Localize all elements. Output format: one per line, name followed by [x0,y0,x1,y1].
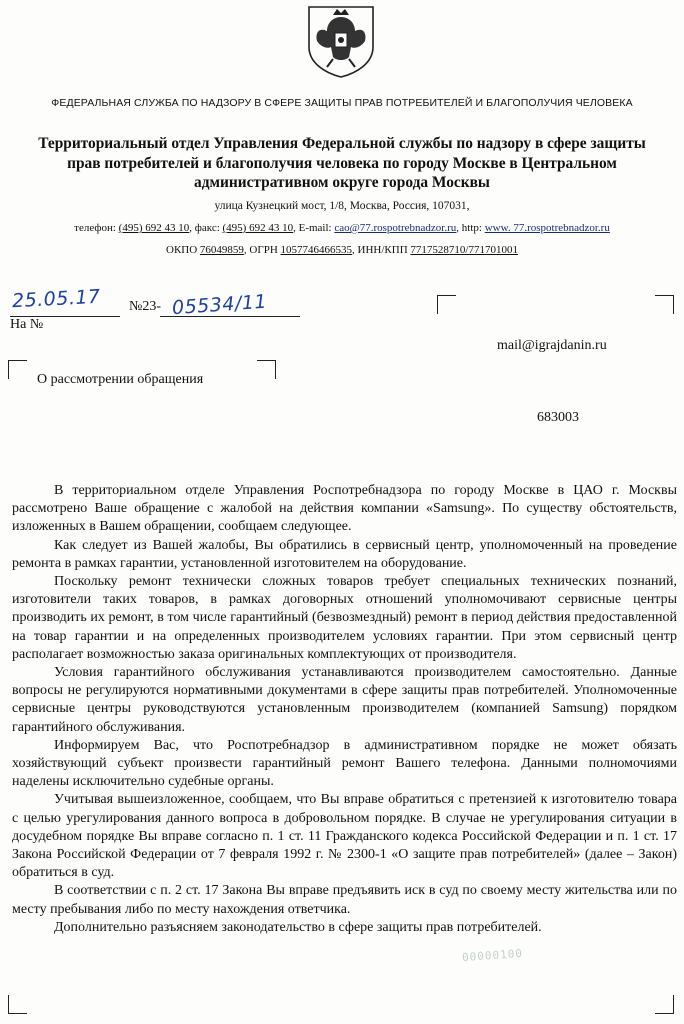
number-prefix: №23- [129,299,162,314]
address-block-corner-tr [655,295,674,314]
department-name: Территориальный отдел Управления Федеральной службы по надзору в сфере защиты прав потребителей и благополучия человека по городу Москве в Центральном административном округе города Москвы [38,135,646,191]
handwritten-date: 25.05.17 [11,285,102,313]
body-paragraph: В территориальном отделе Управления Роспотребнадзора по городу Москве в ЦАО г. Москвы рассмотрено Ваше обращение с жалобой на действия компании «Samsung». По существу обстоятельств, изложенных в Вашем обращении, сообщаем следующее. [12,483,677,535]
address-block-corner-tl [437,295,456,314]
handwritten-number: 05534/11 [171,290,268,320]
agency-name: ФЕДЕРАЛЬНАЯ СЛУЖБА ПО НАДЗОРУ В СФЕРЕ ЗАЩИТЫ ПРАВ ПОТРЕБИТЕЛЕЙ И БЛАГОПОЛУЧИЯ ЧЕЛОВЕКА [51,97,633,109]
agency-email-link[interactable]: cao@77.rospotrebnadzor.ru [334,222,457,234]
inn-value: 7717528710/771701001 [410,244,518,256]
coat-of-arms-icon [303,3,379,79]
fax-number: (495) 692 43 10 [222,222,294,234]
page-stamp: 00000100 [461,946,524,965]
website-link[interactable]: www. 77.rospotrebnadzor.ru [484,222,610,234]
letter-body [12,482,677,937]
fax-label: , факс: [189,222,220,234]
registration-codes [0,244,684,256]
email-label: , E-mail: [293,222,332,234]
body-paragraph: В соответствии с п. 2 ст. 17 Закона Вы вправе предъявить иск в суд по своему месту жительства или по месту пребывания либо по месту нахождения ответчика. [12,883,677,917]
ogrn-label: , ОГРН [243,244,278,256]
recipient-email: mail@igrajdanin.ru [497,338,607,353]
body-paragraph: Учитывая вышеизложенное, сообщаем, что Вы вправе обратиться с претензией к изготовителю товара с целью урегулирования данного вопроса в добровольном порядке. В случае не урегулирования ситуации в досудебном порядке Вы вправе согласно п. 1 ст. 11 Гражданского кодекса Российской Федерации и п. 1 ст. 17 Закона Российской Федерации от 7 февраля 1992 г. № 2300-1 «О защите прав потребителей» (далее – Закон) обратиться в суд. [12,792,677,881]
page-corner-bl [8,995,27,1014]
address: улица Кузнецкий мост, 1/8, Москва, Россия, 107031, [214,200,470,212]
ogrn-value: 1057746466535 [280,244,353,256]
page-corner-br [655,995,674,1014]
phone-label: телефон: [74,222,116,234]
subject-corner-right [257,360,276,379]
contacts-line [0,222,684,234]
okpo-label: ОКПО [166,244,198,256]
okpo-value: 76049859 [199,244,244,256]
body-paragraph: Условия гарантийного обслуживания устанавливаются производителем самостоятельно. Данные вопросы не регулируются нормативными документами в сфере защиты прав потребителей. Уполномоченные сервисные центры руководствуются установленным производителем (компанией Samsung) порядком гарантийного обслуживания. [12,665,677,735]
letter-subject: О рассмотрении обращения [37,372,204,387]
reply-to-label: На № [10,317,44,332]
phone-number: (495) 692 43 10 [118,222,190,234]
body-paragraph: Информируем Вас, что Роспотребнадзор в административном порядке не может обязать хозяйствующий субъект произвести гарантийный ремонт Вашего телефона. Данными полномочиями наделены исключительно судебные органы. [12,737,677,790]
body-paragraph: Поскольку ремонт технически сложных товаров требует специальных технических познаний, изготовители таких товаров, в рамках договорных отношений уполномочивают сервисные центры производить их ремонт, в том числе гарантийный (безвозмездный) ремонт в период действия предоставленной на товар гарантии и на определенных производителем условиях гарантии. При этом сервисный центр располагает возможностью заказа оригинальных комплектующих от производителя. [12,574,677,662]
reference-number: 683003 [537,410,579,425]
http-label: , http: [456,222,482,234]
body-paragraph: Дополнительно разъясняем законодательство в сфере защиты прав потребителей. [54,919,542,935]
body-paragraph: Как следует из Вашей жалобы, Вы обратились в сервисный центр, уполномоченный на проведение ремонта в рамках гарантии, установленной изготовителем на оборудование. [12,537,677,571]
inn-label: , ИНН/КПП [352,244,408,256]
number-underline [160,316,300,317]
subject-corner-left [8,360,27,379]
